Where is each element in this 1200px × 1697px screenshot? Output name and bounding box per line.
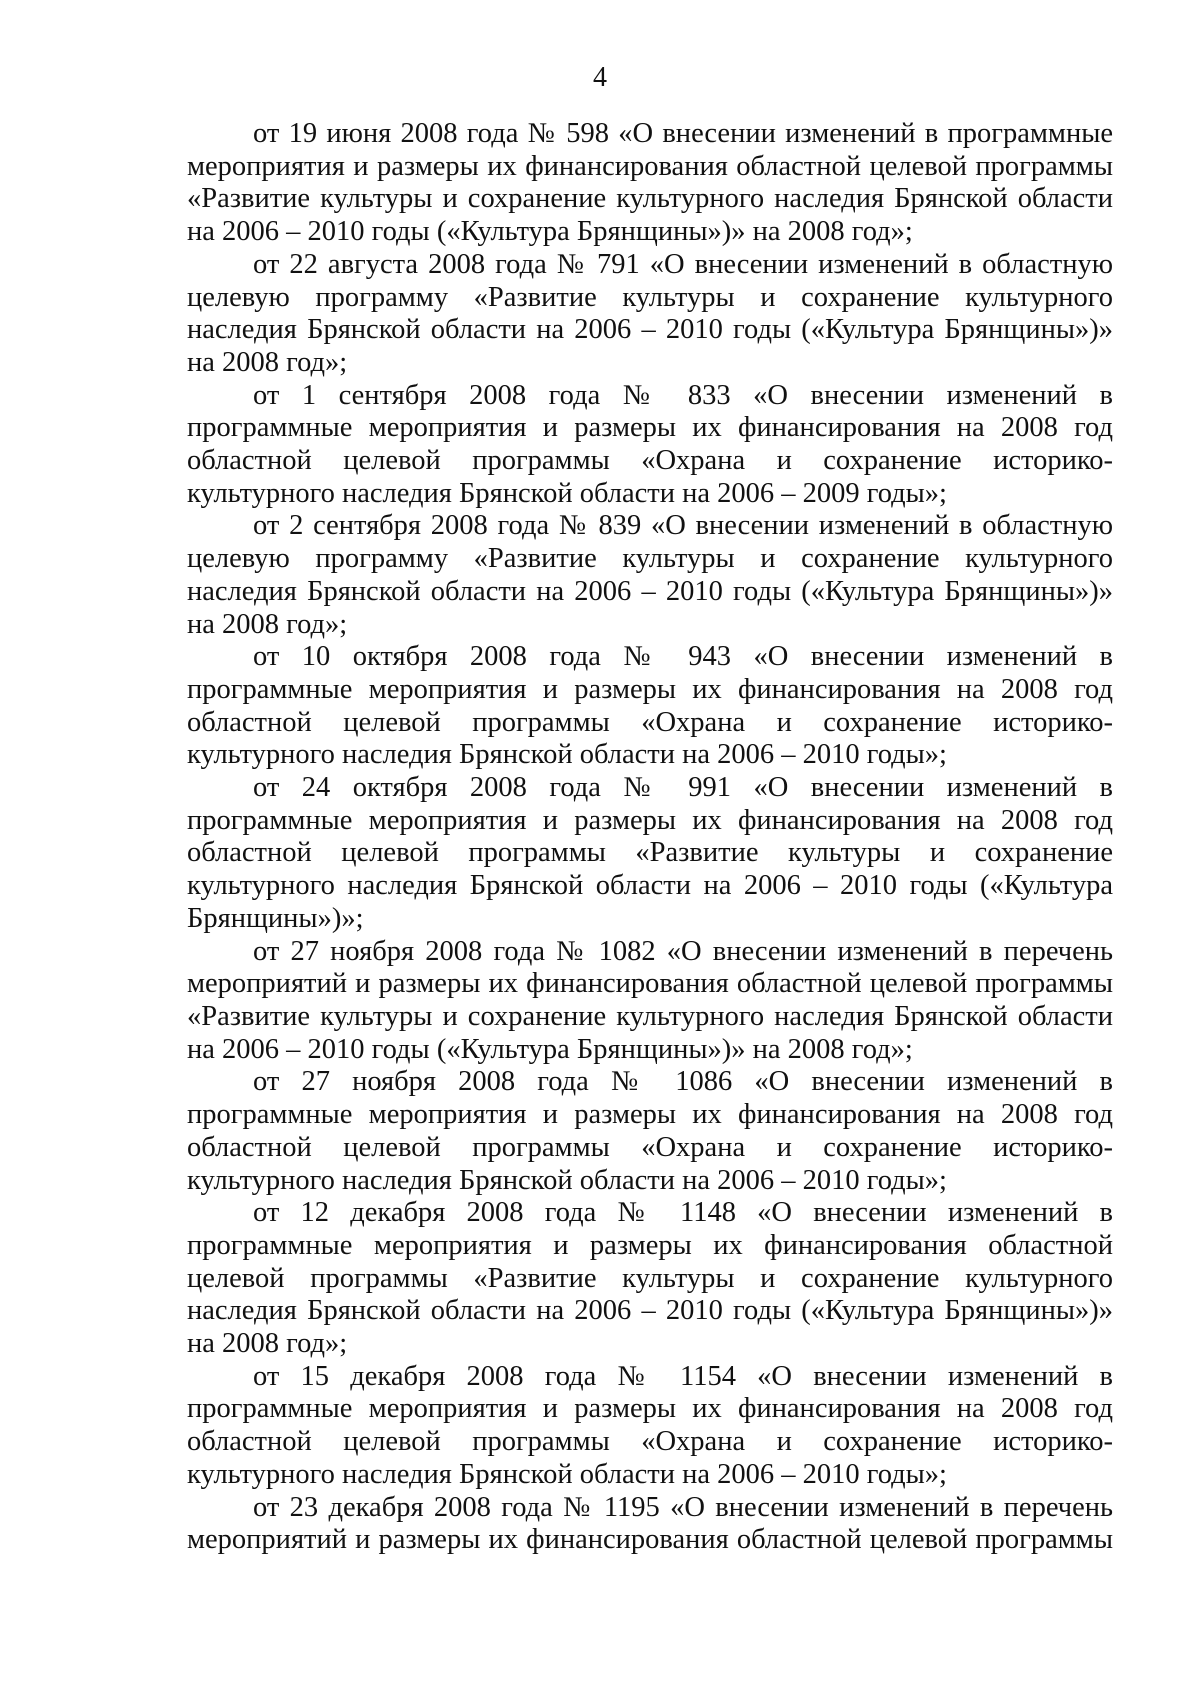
paragraph-resolution-1195: от 23 декабря 2008 года № 1195 «О внесении изменений в перечень мероприятий и размеры их финансирования областной целевой программы (187, 1491, 1113, 1556)
paragraph-resolution-833: от 1 сентября 2008 года № 833 «О внесении изменений в программные мероприятия и размеры их финансирования на 2008 год областной целевой программы «Охрана и сохранение историко-культурного наследия Брянской области на 2006 – 2009 годы»; (187, 379, 1113, 509)
paragraph-resolution-598: от 19 июня 2008 года № 598 «О внесении изменений в программные мероприятия и размеры их финансирования областной целевой программы «Развитие культуры и сохранение культурного наследия Брянской области на 2006 – 2010 годы («Культура Брянщины»)» на 2008 год»; (187, 118, 1113, 248)
paragraph-resolution-1148: от 12 декабря 2008 года № 1148 «О внесении изменений в программные мероприятия и размеры их финансирования областной целевой программы «Развитие культуры и сохранение культурного наследия Брянской области на 2006 – 2010 годы («Культура Брянщины»)» на 2008 год»; (187, 1197, 1113, 1360)
paragraph-resolution-1154: от 15 декабря 2008 года № 1154 «О внесении изменений в программные мероприятия и размеры их финансирования на 2008 год областной целевой программы «Охрана и сохранение историко-культурного наследия Брянской области на 2006 – 2010 годы»; (187, 1360, 1113, 1490)
document-body (187, 118, 1113, 1557)
paragraph-resolution-943: от 10 октября 2008 года № 943 «О внесении изменений в программные мероприятия и размеры их финансирования на 2008 год областной целевой программы «Охрана и сохранение историко-культурного наследия Брянской области на 2006 – 2010 годы»; (187, 641, 1113, 771)
paragraph-resolution-1082: от 27 ноября 2008 года № 1082 «О внесении изменений в перечень мероприятий и размеры их финансирования областной целевой программы «Развитие культуры и сохранение культурного наследия Брянской области на 2006 – 2010 годы («Культура Брянщины»)» на 2008 год»; (187, 935, 1113, 1065)
paragraph-resolution-991: от 24 октября 2008 года № 991 «О внесении изменений в программные мероприятия и размеры их финансирования на 2008 год областной целевой программы «Развитие культуры и сохранение культурного наследия Брянской области на 2006 – 2010 годы («Культура Брянщины»)»; (187, 772, 1113, 934)
page-number: 4 (593, 62, 607, 93)
paragraph-resolution-1086: от 27 ноября 2008 года № 1086 «О внесении изменений в программные мероприятия и размеры их финансирования на 2008 год областной целевой программы «Охрана и сохранение историко-культурного наследия Брянской области на 2006 – 2010 годы»; (187, 1066, 1113, 1196)
paragraph-resolution-839: от 2 сентября 2008 года № 839 «О внесении изменений в областную целевую программу «Развитие культуры и сохранение культурного наследия Брянской области на 2006 – 2010 годы («Культура Брянщины»)» на 2008 год»; (187, 510, 1113, 640)
paragraph-resolution-791: от 22 августа 2008 года № 791 «О внесении изменений в областную целевую программу «Развитие культуры и сохранение культурного наследия Брянской области на 2006 – 2010 годы («Культура Брянщины»)» на 2008 год»; (187, 248, 1113, 378)
